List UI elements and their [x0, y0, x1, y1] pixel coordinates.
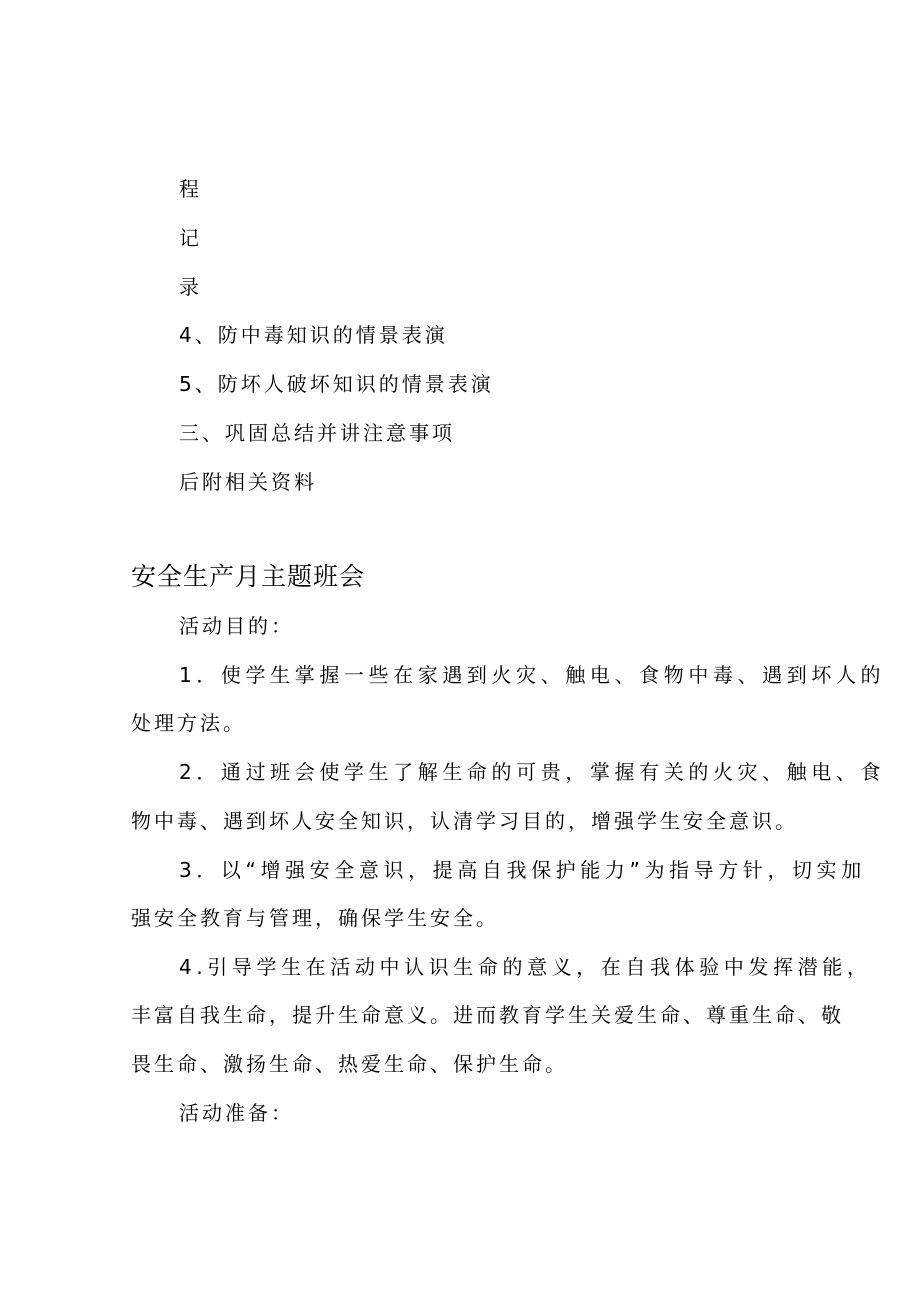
- goal-3-line-2: 强安全教育与管理，确保学生安全。: [131, 906, 499, 930]
- goal-3-line-1: 3．以“增强安全意识，提高自我保护能力”为指导方针，切实加: [179, 858, 866, 882]
- section-title: 安全生产月主题班会: [131, 562, 366, 591]
- goal-4-line-3: 畏生命、激扬生命、热爱生命、保护生命。: [131, 1052, 568, 1076]
- vertical-char: 录: [179, 275, 202, 299]
- goals-heading: 活动目的：: [179, 614, 294, 638]
- prep-heading: 活动准备：: [179, 1101, 294, 1125]
- goal-4-line-2: 丰富自我生命，提升生命意义。进而教育学生关爱生命、尊重生命、敬: [131, 1003, 844, 1027]
- list-item: 后附相关资料: [179, 470, 317, 494]
- list-item: 5、防坏人破坏知识的情景表演: [179, 372, 494, 396]
- vertical-char: 程: [179, 177, 202, 201]
- vertical-char: 记: [179, 226, 202, 250]
- goal-2-line-2: 物中毒、遇到坏人安全知识，认清学习目的，增强学生安全意识。: [131, 809, 798, 833]
- list-item: 4、防中毒知识的情景表演: [179, 323, 448, 347]
- goal-1-line-2: 处理方法。: [131, 711, 246, 735]
- goal-2-line-1: 2．通过班会使学生了解生命的可贵，掌握有关的火灾、触电、食: [179, 760, 886, 784]
- list-item: 三、巩固总结并讲注意事项: [179, 421, 455, 445]
- goal-4-line-1: 4.引导学生在活动中认识生命的意义，在自我体验中发挥潜能，: [179, 955, 872, 979]
- goal-1-line-1: 1．使学生掌握一些在家遇到火灾、触电、食物中毒、遇到坏人的: [179, 663, 886, 687]
